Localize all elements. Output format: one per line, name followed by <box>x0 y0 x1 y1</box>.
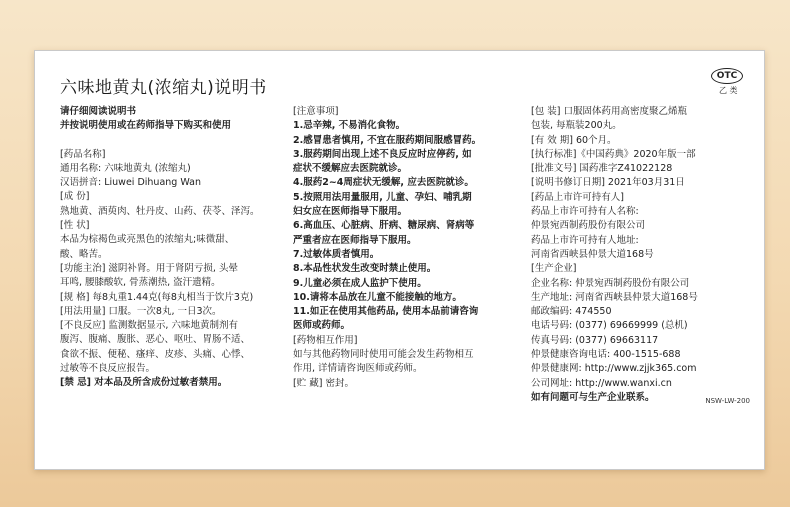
col1-line: [性 状] <box>60 220 90 232</box>
col2-line: 医师或药师。 <box>293 320 351 332</box>
col1-line: [用法用量] 口服。一次8丸, 一日3次。 <box>60 305 222 317</box>
col3-line: 河南省西峡县仲景大道168号 <box>531 248 654 260</box>
col3-line: 电话号码: (0377) 69669999 (总机) <box>531 320 688 332</box>
col3-line: 仲景宛西制药股份有限公司 <box>531 220 646 232</box>
col3-line: 邮政编码: 474550 <box>531 306 612 318</box>
col2-line: 1.忌辛辣, 不易消化食物。 <box>293 120 406 132</box>
col2-line: [注意事项] <box>293 106 339 117</box>
col2-line: [药物相互作用] <box>293 334 358 346</box>
col1-line: [规 格] 每8丸重1.44克(每8丸相当于饮片3克) <box>60 291 254 303</box>
col2-line: 5.按照用法用量服用, 儿童、孕妇、哺乳期 <box>293 191 472 203</box>
col3-line: [包 装] 口服固体药用高密度聚乙烯瓶 <box>531 106 687 117</box>
col3-line: [批准文号] 国药准字Z41022128 <box>531 163 673 175</box>
col3-line: 如有问题可与生产企业联系。 <box>531 391 655 403</box>
col2-line: 11.如正在使用其他药品, 使用本品前请咨询 <box>293 306 479 318</box>
col1-line: [不良反应] 监测数据显示, 六味地黄制剂有 <box>60 320 238 332</box>
col1-line: 通用名称: 六味地黄丸 (浓缩丸) <box>60 162 191 174</box>
document-title: 六味地黄丸(浓缩丸)说明书 <box>60 78 267 98</box>
col2-line: 8.本品性状发生改变时禁止使用。 <box>293 263 437 275</box>
col1-line: 并按说明使用或在药师指导下购买和使用 <box>60 120 232 132</box>
col1-line <box>60 134 278 148</box>
document-code: NSW-LW-200 <box>705 397 750 405</box>
col1-line: [禁 忌] 对本品及所含成份过敏者禁用。 <box>60 377 228 389</box>
col3-line: 生产地址: 河南省西峡县仲景大道168号 <box>531 291 698 303</box>
col1-line: 食欲不振、便秘、瘙痒、皮疹、头痛、心悸、 <box>60 348 251 360</box>
col2-line: 6.高血压、心脏病、肝病、糖尿病、肾病等 <box>293 220 475 232</box>
col3-line: [生产企业] <box>531 263 577 275</box>
col3-line: 企业名称: 仲景宛西制药股份有限公司 <box>531 277 690 289</box>
column-right <box>531 105 753 405</box>
col2-line: 严重者应在医师指导下服用。 <box>293 234 417 246</box>
col2-line: 10.请将本品放在儿童不能接触的地方。 <box>293 291 462 303</box>
col1-line: [成 份] <box>60 191 90 203</box>
col2-line: 4.服药2~4周症状无缓解, 应去医院就诊。 <box>293 177 474 189</box>
otc-badge: OTC <box>711 68 743 84</box>
col2-line: [贮 藏] 密封。 <box>293 377 354 389</box>
col3-line: [执行标准]《中国药典》2020年版一部 <box>531 148 696 160</box>
col2-line: 7.过敏体质者慎用。 <box>293 248 380 260</box>
column-left <box>60 105 278 391</box>
col2-line: 9.儿童必须在成人监护下使用。 <box>293 277 427 289</box>
col2-line: 症状不缓解应去医院就诊。 <box>293 163 408 175</box>
col2-line: 如与其他药物同时使用可能会发生药物相互 <box>293 349 474 361</box>
col3-line: 传真号码: (0377) 69663117 <box>531 334 659 346</box>
col1-line: 酸、略苦。 <box>60 248 108 260</box>
leaflet-card <box>34 50 765 470</box>
col3-line: [说明书修订日期] 2021年03月31日 <box>531 177 685 189</box>
col1-line: 耳鸣, 腰膝酸软, 骨蒸潮热, 盗汗遗精。 <box>60 277 221 289</box>
col1-line: 本品为棕褐色或亮黑色的浓缩丸;味微甜、 <box>60 234 235 246</box>
col1-line: 腹泻、腹痛、腹胀、恶心、呕吐、胃肠不适、 <box>60 334 251 346</box>
col1-line: [药品名称] <box>60 148 106 160</box>
col3-line: 公司网址: http://www.wanxi.cn <box>531 377 672 389</box>
col1-line: 请仔细阅读说明书 <box>60 106 137 117</box>
col3-line: 仲景健康网: http://www.zjjk365.com <box>531 363 697 375</box>
col2-line: 3.服药期间出现上述不良反应时应停药, 如 <box>293 148 472 160</box>
col3-line: [药品上市许可持有人] <box>531 191 624 203</box>
otc-class-label: 乙 类 <box>719 86 738 95</box>
col3-line: 包装, 每瓶装200丸。 <box>531 120 622 132</box>
col2-line: 妇女应在医师指导下服用。 <box>293 206 408 218</box>
col2-line: 2.感冒患者慎用, 不宜在服药期间服感冒药。 <box>293 134 482 146</box>
col1-line: [功能主治] 滋阴补肾。用于肾阴亏损, 头晕 <box>60 262 238 274</box>
col1-line: 汉语拼音: Liuwei Dihuang Wan <box>60 177 201 189</box>
column-middle <box>293 105 521 391</box>
col1-line: 过敏等不良反应报告。 <box>60 363 156 375</box>
col2-line: 作用, 详情请咨询医师或药师。 <box>293 363 423 375</box>
col3-line: 药品上市许可持有人名称: <box>531 206 639 218</box>
col3-line: [有 效 期] 60个月。 <box>531 134 617 146</box>
col3-line: 仲景健康咨询电话: 400-1515-688 <box>531 349 681 361</box>
col3-line: 药品上市许可持有人地址: <box>531 234 639 246</box>
col1-line: 熟地黄、酒萸肉、牡丹皮、山药、茯苓、泽泻。 <box>60 205 260 217</box>
